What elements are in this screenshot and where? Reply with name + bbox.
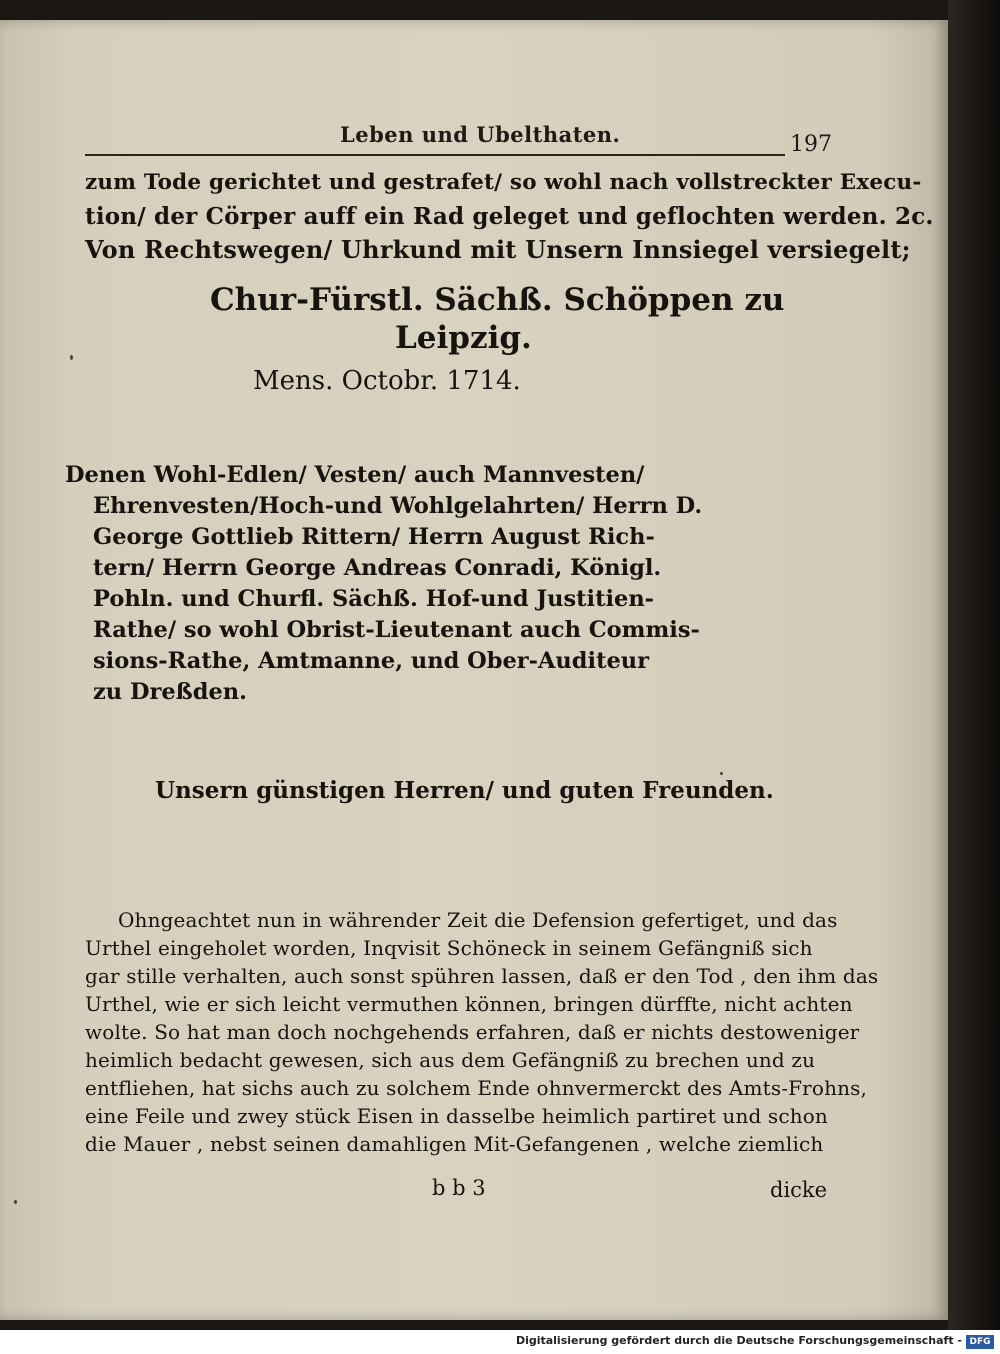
address-line: tern/ Herrn George Andreas Conradi, Königl. xyxy=(93,555,662,581)
signature-mark: b b 3 xyxy=(432,1176,486,1200)
page-number: 197 xyxy=(790,132,832,157)
digitization-footer xyxy=(0,1330,1000,1354)
body-line: Urthel eingeholet worden, Inqvisit Schöneck in seinem Gefängniß sich xyxy=(85,936,813,960)
ink-speck xyxy=(14,1200,17,1204)
signature-line: Leipzig. xyxy=(395,320,532,356)
body-line: eine Feile und zwey stück Eisen in dasselbe heimlich partiret und schon xyxy=(85,1104,828,1128)
footer-credit: Digitalisierung gefördert durch die Deutsche Forschungsgemeinschaft - xyxy=(515,1334,962,1347)
address-line: George Gottlieb Rittern/ Herrn August Rich- xyxy=(93,524,655,550)
address-line: zu Dreßden. xyxy=(93,679,247,705)
header-rule xyxy=(85,154,785,156)
signature-line: Chur-Fürstl. Sächß. Schöppen zu xyxy=(210,282,785,318)
book-page xyxy=(0,20,948,1320)
date-line: Mens. Octobr. 1714. xyxy=(253,366,521,396)
address-line: Denen Wohl-Edlen/ Vesten/ auch Mannvesten/ xyxy=(65,462,645,488)
address-line: sions-Rathe, Amtmanne, und Ober-Auditeur xyxy=(93,648,649,674)
address-line: Pohln. und Churfl. Sächß. Hof-und Justitien- xyxy=(93,586,655,612)
ink-speck xyxy=(70,355,73,360)
verdict-line: zum Tode gerichtet und gestrafet/ so wohl nach vollstreckter Execu- xyxy=(85,170,922,195)
address-line: Ehrenvesten/Hoch-und Wohlgelahrten/ Herrn D. xyxy=(93,493,703,519)
catchword: dicke xyxy=(770,1178,828,1202)
greeting-line: Unsern günstigen Herren/ und guten Freunden. xyxy=(155,777,774,804)
body-line: gar stille verhalten, auch sonst spühren lassen, daß er den Tod , den ihm das xyxy=(85,964,879,988)
body-line: Ohngeachtet nun in währender Zeit die Defension gefertiget, und das xyxy=(118,908,838,932)
running-head: Leben und Ubelthaten. xyxy=(340,122,621,147)
page-header xyxy=(85,116,845,156)
body-line: entfliehen, hat sichs auch zu solchem Ende ohnvermerckt des Amts-Frohns, xyxy=(85,1076,868,1100)
book-edge xyxy=(948,0,1000,1330)
ink-speck xyxy=(720,772,723,775)
body-line: wolte. So hat man doch nochgehends erfahren, daß er nichts destoweniger xyxy=(85,1020,860,1044)
verdict-line: tion/ der Cörper auff ein Rad geleget und geflochten werden. 2c. xyxy=(85,203,934,230)
address-line: Rathe/ so wohl Obrist-Lieutenant auch Commis- xyxy=(93,617,700,643)
body-line: Urthel, wie er sich leicht vermuthen können, bringen dürffte, nicht achten xyxy=(85,992,853,1016)
dfg-logo: DFG xyxy=(966,1335,994,1349)
body-line: die Mauer , nebst seinen damahligen Mit-Gefangenen , welche ziemlich xyxy=(85,1132,824,1156)
body-line: heimlich bedacht gewesen, sich aus dem Gefängniß zu brechen und zu xyxy=(85,1048,816,1072)
verdict-line: Von Rechtswegen/ Uhrkund mit Unsern Innsiegel versiegelt; xyxy=(85,235,911,264)
